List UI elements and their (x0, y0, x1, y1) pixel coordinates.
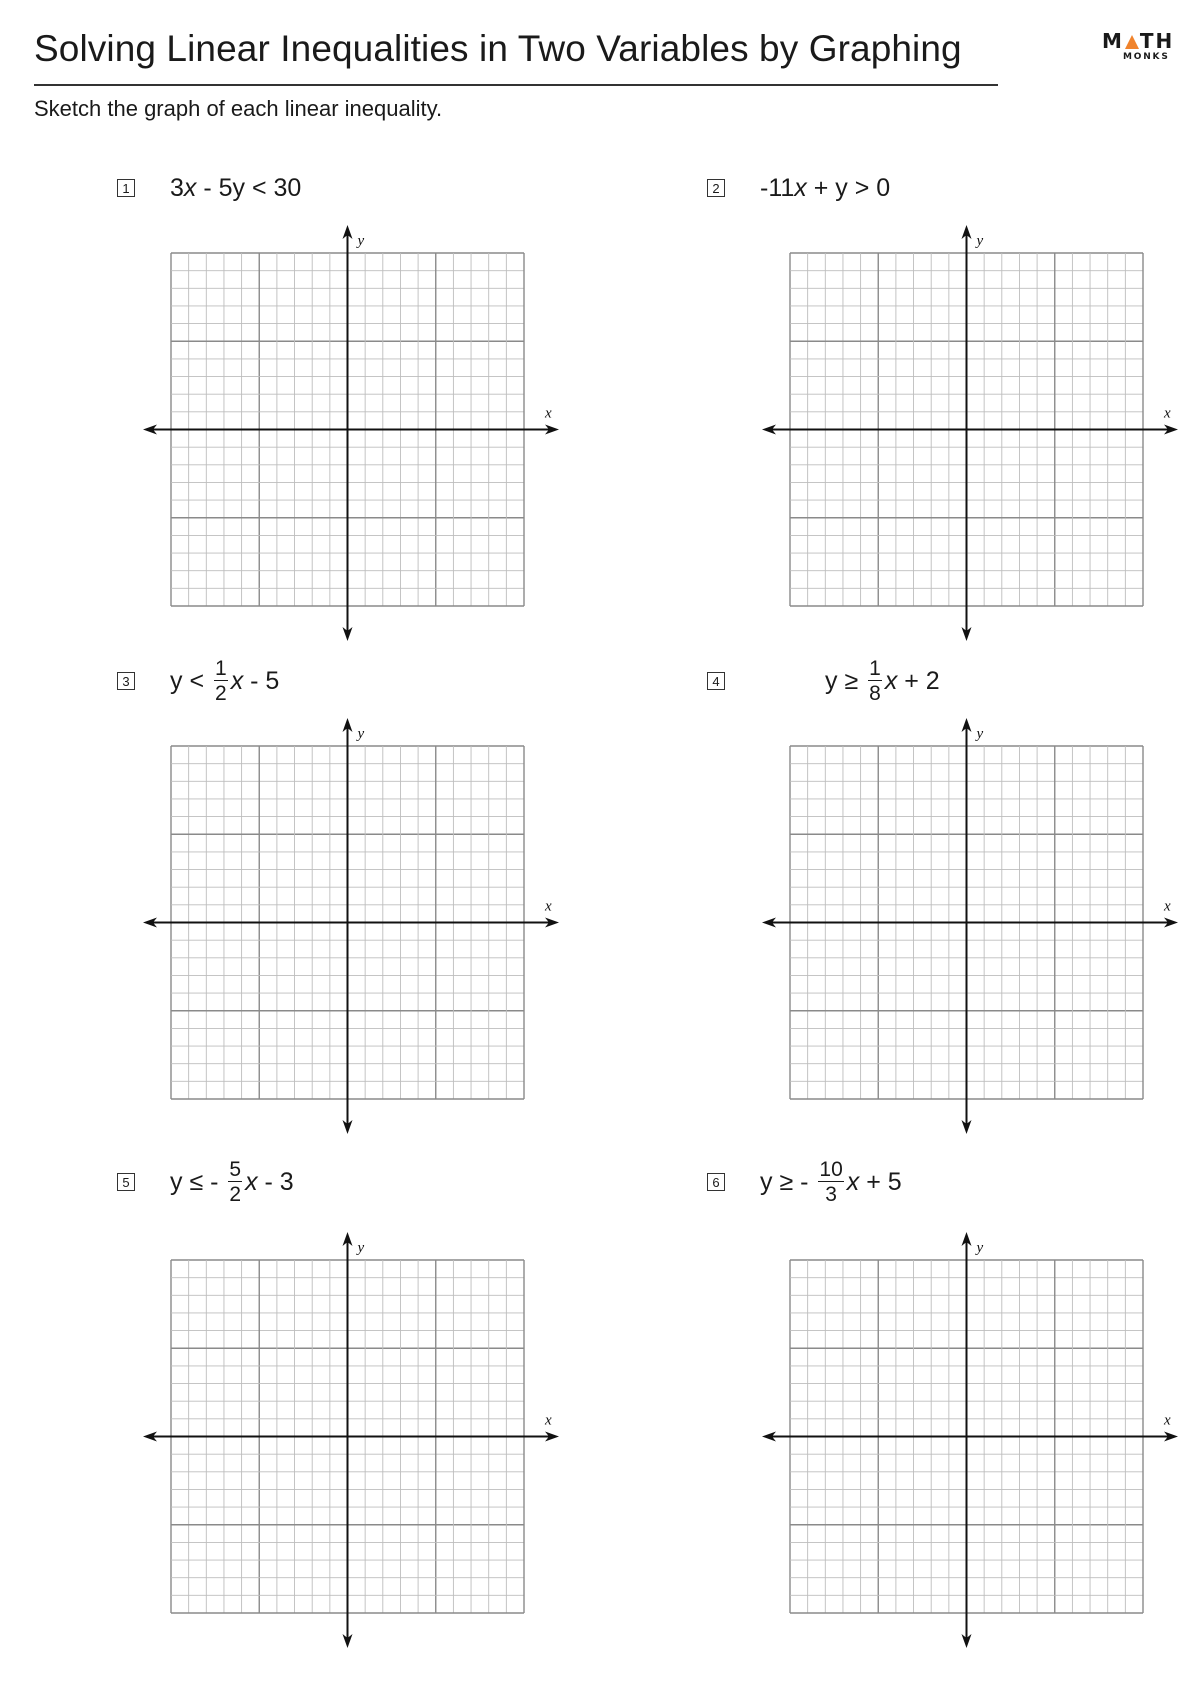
problem-2 (707, 168, 1177, 648)
problem-5-header (117, 1162, 135, 1202)
fraction-denominator: 3 (825, 1183, 837, 1206)
y-axis-label: y (357, 1240, 365, 1256)
problem-number-box: 2 (707, 179, 725, 197)
x-axis-label: x (545, 898, 552, 915)
expr-var: x (794, 173, 807, 202)
problem-number-box: 6 (707, 1173, 725, 1191)
x-axis-label: x (1164, 898, 1171, 915)
y-axis-label: y (357, 726, 365, 742)
expr-rhs: - 5 (243, 666, 280, 695)
problem-5-inequality (170, 1158, 294, 1206)
coordinate-grid[interactable] (760, 716, 1186, 1141)
problem-number-box: 5 (117, 1173, 135, 1191)
coordinate-grid[interactable] (760, 1230, 1186, 1655)
expr-var: x (884, 666, 898, 695)
coordinate-grid[interactable] (141, 1230, 567, 1655)
problem-1-header (117, 168, 135, 208)
expr-part: - 5y < 30 (196, 173, 302, 202)
y-axis-label: y (976, 233, 984, 249)
expr-part: + y > 0 (806, 173, 891, 202)
coordinate-grid[interactable] (141, 716, 567, 1141)
y-axis-label: y (357, 233, 365, 249)
title-underline (34, 84, 998, 86)
fraction-denominator: 2 (215, 682, 227, 705)
problem-4 (707, 657, 1177, 1141)
problem-1-inequality (170, 168, 301, 208)
expr-var: x (245, 1167, 258, 1196)
problem-number-box: 3 (117, 672, 135, 690)
problem-4-header (707, 661, 725, 701)
expr-lhs: y ≥ (825, 666, 866, 695)
fraction (214, 658, 228, 704)
coordinate-grid[interactable] (141, 223, 567, 648)
logo-letter-m: M (1102, 29, 1124, 53)
expr-lhs: y ≤ - (170, 1167, 226, 1196)
problem-5 (117, 1158, 567, 1642)
fraction-numerator: 10 (819, 1158, 843, 1181)
instructions: Sketch the graph of each linear inequality. (34, 96, 443, 121)
expr-rhs: - 3 (257, 1167, 294, 1196)
expr-rhs: + 2 (897, 666, 940, 695)
problem-2-header (707, 168, 725, 208)
problem-number-box: 4 (707, 672, 725, 690)
expr-lhs: y < (170, 666, 211, 695)
logo-wordmark (1102, 31, 1176, 51)
coordinate-grid[interactable] (760, 223, 1186, 648)
math-monks-logo (1102, 31, 1176, 65)
fraction-denominator: 8 (869, 682, 881, 705)
worksheet-title: Solving Linear Inequalities in Two Variables by Graphing (34, 28, 962, 69)
problem-1 (117, 168, 567, 648)
logo-triangle-icon (1125, 35, 1139, 49)
expr-part: -11 (760, 173, 795, 202)
logo-letters-th: TH (1139, 29, 1175, 53)
y-axis-label: y (976, 726, 984, 742)
expr-var: x (183, 173, 197, 202)
expr-part: 3 (170, 173, 184, 202)
x-axis-label: x (1164, 405, 1171, 422)
expr-lhs: y ≥ - (760, 1167, 816, 1196)
problem-4-inequality (825, 657, 940, 705)
problem-3-inequality (170, 657, 280, 705)
problem-6-inequality (760, 1158, 902, 1206)
problem-2-inequality (760, 168, 890, 208)
expr-var: x (846, 1167, 860, 1196)
fraction-denominator: 2 (229, 1183, 242, 1206)
problem-6-header (707, 1162, 725, 1202)
problem-number-box: 1 (117, 179, 135, 197)
problem-3-header (117, 661, 135, 701)
expr-rhs: + 5 (859, 1167, 902, 1196)
y-axis-label: y (976, 1240, 984, 1256)
x-axis-label: x (545, 405, 552, 422)
fraction (818, 1159, 843, 1205)
fraction (868, 658, 882, 704)
logo-subtitle: MONKS (1123, 52, 1170, 62)
expr-var: x (230, 666, 244, 695)
x-axis-label: x (545, 1412, 552, 1429)
problem-3 (117, 657, 567, 1141)
fraction-numerator: 1 (869, 657, 881, 680)
fraction-numerator: 5 (229, 1158, 242, 1181)
problem-6 (707, 1158, 1177, 1642)
x-axis-label: x (1164, 1412, 1171, 1429)
fraction-numerator: 1 (215, 657, 227, 680)
fraction (228, 1159, 242, 1205)
